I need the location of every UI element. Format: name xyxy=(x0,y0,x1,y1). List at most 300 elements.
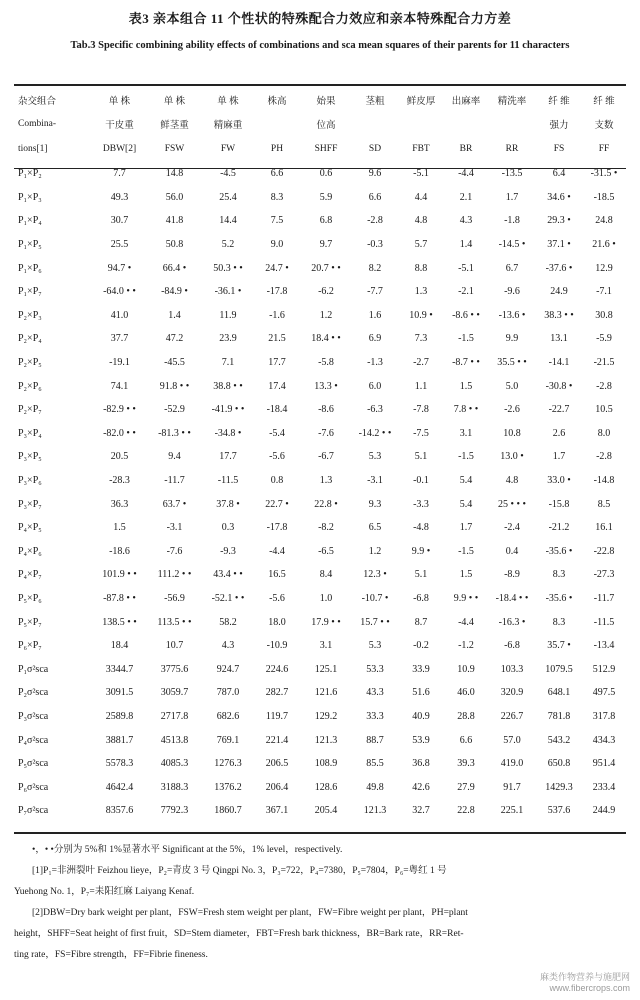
table-cell: 35.7 • xyxy=(547,640,571,652)
table-row xyxy=(14,398,626,422)
table-cell: 42.6 xyxy=(412,781,430,793)
header-row-cn-2 xyxy=(14,112,626,136)
table-cell: 6.8 xyxy=(319,215,333,227)
table-cell: 25.4 xyxy=(219,191,237,203)
table-cell: 2589.8 xyxy=(105,710,134,722)
table-cell: -11.5 xyxy=(593,616,615,628)
table-cell: -4.5 xyxy=(220,168,236,180)
combination-label: P₂σ²sca xyxy=(18,687,49,699)
table-cell: 1.3 xyxy=(319,475,333,487)
table-cell: 17.9 • • xyxy=(311,616,341,628)
table-cell: 8.7 xyxy=(414,616,428,628)
combination-label: P₂×P₇ xyxy=(18,404,42,416)
bottom-rule xyxy=(14,832,626,834)
table-cell: -5.9 xyxy=(596,333,612,345)
table-cell: -1.6 xyxy=(269,309,285,321)
sca-table xyxy=(14,88,626,823)
table-cell: -18.6 xyxy=(109,545,130,557)
table-cell: 8.8 xyxy=(414,262,428,274)
table-cell: -14.2 • • xyxy=(358,427,392,439)
table-cell: 221.4 xyxy=(265,734,289,746)
header-cell: 单 株 xyxy=(108,97,131,107)
table-cell: 648.1 xyxy=(547,687,571,699)
top-rule xyxy=(14,84,626,86)
table-cell: 233.4 xyxy=(592,781,616,793)
table-cell: 4513.8 xyxy=(160,734,189,746)
header-row-cn xyxy=(14,88,626,112)
table-cell: 22.7 • xyxy=(265,498,289,510)
table-cell: 111.2 • • xyxy=(157,569,192,581)
table-cell: -1.5 xyxy=(458,333,474,345)
header-cell: BR xyxy=(459,144,473,154)
table-cell: 8.2 xyxy=(368,262,382,274)
table-cell: 0.6 xyxy=(319,168,333,180)
table-cell: 17.7 xyxy=(268,357,286,369)
table-cell: -6.8 xyxy=(413,592,429,604)
table-cell: 1.7 xyxy=(459,522,473,534)
table-cell: 225.1 xyxy=(500,805,524,817)
table-cell: 53.9 xyxy=(412,734,430,746)
table-cell: 543.2 xyxy=(547,734,571,746)
table-cell: 1.4 xyxy=(168,309,181,321)
table-cell: -7.7 xyxy=(367,286,383,298)
table-cell: 9.3 xyxy=(368,498,382,510)
table-cell: 7.5 xyxy=(270,215,284,227)
table-cell: 50.8 xyxy=(165,239,184,251)
table-cell: 63.7 • xyxy=(162,498,187,510)
table-cell: 49.8 xyxy=(366,781,384,793)
header-row-en xyxy=(14,136,626,162)
table-cell: 1.5 xyxy=(459,380,473,392)
table-cell: 17.4 xyxy=(268,380,286,392)
table-cell: -1.2 xyxy=(458,640,474,652)
table-cell: 88.7 xyxy=(366,734,384,746)
table-cell: 317.8 xyxy=(592,710,616,722)
table-cell: 74.1 xyxy=(110,380,129,392)
combination-label: P₁×P₄ xyxy=(18,215,42,227)
table-cell: -5.1 xyxy=(413,168,429,180)
table-cell: 33.9 xyxy=(412,663,430,675)
table-row xyxy=(14,728,626,752)
table-cell: 497.5 xyxy=(592,687,616,699)
combination-label: P₅×P₇ xyxy=(18,616,42,628)
combination-label: P₄σ²sca xyxy=(18,734,49,746)
table-cell: 8.0 xyxy=(597,427,611,439)
table-cell: 1.2 xyxy=(368,545,382,557)
table-cell: -2.8 xyxy=(367,215,383,227)
table-cell: 5.4 xyxy=(459,498,473,510)
table-cell: -35.6 • xyxy=(545,592,573,604)
table-cell: 38.3 • • xyxy=(544,309,574,321)
table-cell: -2.7 xyxy=(413,357,429,369)
table-cell: 23.9 xyxy=(219,333,237,345)
table-cell: 1.5 xyxy=(459,569,473,581)
table-cell: 36.3 xyxy=(110,498,129,510)
header-cell: 精麻重 xyxy=(213,121,243,131)
table-cell: 206.4 xyxy=(265,781,289,793)
table-cell: -18.4 • • xyxy=(495,592,529,604)
header-cell: DBW[2] xyxy=(102,144,137,154)
table-cell: 18.4 xyxy=(110,640,129,652)
watermark-cn: 麻类作物营养与施肥网 xyxy=(539,972,630,982)
table-cell: 34.6 • xyxy=(547,191,571,203)
combination-label: P₁σ²sca xyxy=(18,663,49,675)
table-cell: 13.0 • xyxy=(500,451,524,463)
header-cell: Combina- xyxy=(18,119,56,129)
table-cell: 9.7 xyxy=(319,239,333,251)
table-cell: -5.1 xyxy=(458,262,474,274)
table-cell: 10.9 • xyxy=(409,309,433,321)
table-cell: 320.9 xyxy=(500,687,524,699)
header-cell: 位高 xyxy=(316,121,336,131)
table-cell: 5.3 xyxy=(368,451,382,463)
table-cell: 35.5 • • xyxy=(497,357,527,369)
table-cell: 24.7 • xyxy=(265,262,289,274)
table-cell: 5.3 xyxy=(368,640,382,652)
table-cell: -6.5 xyxy=(318,545,334,557)
header-cell: 茎粗 xyxy=(365,97,385,107)
table-cell: -27.3 xyxy=(593,569,615,581)
table-cell: -13.5 xyxy=(501,168,523,180)
table-cell: 0.4 xyxy=(505,545,519,557)
table-row xyxy=(14,209,626,233)
table-cell: -10.7 • xyxy=(361,592,389,604)
table-title-cn: 表3 亲本组合 11 个性状的特殊配合力效应和亲本特殊配合力方差 xyxy=(128,11,512,26)
table-cell: 47.2 xyxy=(165,333,184,345)
table-cell: -0.1 xyxy=(413,475,429,487)
table-cell: 37.7 xyxy=(110,333,129,345)
table-cell: 15.7 • • xyxy=(360,616,390,628)
table-cell: -0.3 xyxy=(367,239,383,251)
table-cell: 33.0 • xyxy=(547,475,571,487)
table-cell: 14.4 xyxy=(219,215,237,227)
table-cell: 24.8 xyxy=(595,215,613,227)
header-cell: RR xyxy=(505,144,519,154)
table-cell: 18.0 xyxy=(268,616,286,628)
header-cell xyxy=(488,112,536,136)
table-cell: 10.7 xyxy=(165,640,184,652)
table-cell: 57.0 xyxy=(503,734,521,746)
table-cell: 129.2 xyxy=(314,710,338,722)
table-cell: -19.1 xyxy=(109,357,130,369)
table-cell: 4.4 xyxy=(414,191,428,203)
table-cell: 9.9 xyxy=(505,333,519,345)
table-cell: 40.9 xyxy=(412,710,430,722)
table-cell: -14.5 • xyxy=(498,239,526,251)
table-cell: 128.6 xyxy=(314,781,338,793)
table-cell: -41.9 • • xyxy=(211,404,245,416)
table-cell: 4.3 xyxy=(221,640,235,652)
table-cell: 9.0 xyxy=(270,239,284,251)
table-row xyxy=(14,422,626,446)
table-cell: 85.5 xyxy=(366,758,384,770)
table-cell: -6.7 xyxy=(318,451,334,463)
table-cell: 101.9 • • xyxy=(102,569,137,581)
table-cell: 108.9 xyxy=(314,758,338,770)
table-cell: -2.6 xyxy=(504,404,520,416)
table-row xyxy=(14,162,626,186)
table-cell: -5.4 xyxy=(269,427,285,439)
note-abbreviations-cont: height，SHFF=Seat height of first fruit，SD=Stem diameter，FBT=Fresh bark thickness，BR=Bark rate，RR=Ret- xyxy=(14,929,464,939)
table-cell: -5.6 xyxy=(269,592,285,604)
table-cell: -22.8 xyxy=(593,545,615,557)
table-cell: 367.1 xyxy=(265,805,289,817)
table-cell: 0.3 xyxy=(221,522,235,534)
table-row xyxy=(14,540,626,564)
table-cell: 12.9 xyxy=(595,262,613,274)
table-cell: 924.7 xyxy=(216,663,240,675)
table-cell: 41.8 xyxy=(165,215,184,227)
table-cell: 121.3 xyxy=(314,734,338,746)
header-cell: 杂交组合 xyxy=(18,97,57,107)
table-row xyxy=(14,374,626,398)
table-cell: 6.6 xyxy=(368,191,382,203)
combination-label: P₁×P₇ xyxy=(18,286,42,298)
sca-table-body xyxy=(14,88,626,823)
table-cell: 53.3 xyxy=(366,663,384,675)
combination-label: P₁×P₆ xyxy=(18,262,42,274)
table-cell: 43.3 xyxy=(366,687,384,699)
table-cell: 7.1 xyxy=(221,357,235,369)
table-cell: -0.2 xyxy=(413,640,429,652)
table-cell: 7.3 xyxy=(414,333,428,345)
table-cell: 951.4 xyxy=(592,758,616,770)
table-cell: 10.5 xyxy=(595,404,613,416)
table-cell: -4.8 xyxy=(413,522,429,534)
table-cell: -1.8 xyxy=(504,215,520,227)
table-cell: 1.4 xyxy=(459,239,473,251)
table-cell: 205.4 xyxy=(314,805,338,817)
header-cell: FF xyxy=(598,144,610,154)
table-cell: 682.6 xyxy=(216,710,240,722)
table-cell: 3344.7 xyxy=(105,663,134,675)
table-cell: -8.9 xyxy=(504,569,520,581)
combination-label: P₅σ²sca xyxy=(18,758,49,770)
table-cell: -82.9 • • xyxy=(103,404,136,416)
table-cell: -1.5 xyxy=(458,451,474,463)
table-cell: 2717.8 xyxy=(160,710,189,722)
table-cell: 9.6 xyxy=(368,168,382,180)
table-cell: 1.7 xyxy=(505,191,519,203)
table-cell: 1.3 xyxy=(414,286,428,298)
table-cell: 25 • • • xyxy=(497,498,526,510)
table-cell: 17.7 xyxy=(219,451,237,463)
table-cell: 37.1 • xyxy=(547,239,571,251)
table-cell: -4.4 xyxy=(458,168,474,180)
table-row xyxy=(14,327,626,351)
table-cell: 3881.7 xyxy=(105,734,134,746)
table-cell: 8.4 xyxy=(319,569,333,581)
table-cell: -35.6 • xyxy=(545,545,573,557)
table-cell: -9.3 xyxy=(220,545,236,557)
table-cell: -10.9 xyxy=(266,640,288,652)
table-cell: 22.8 • xyxy=(314,498,338,510)
table-cell: 3059.7 xyxy=(160,687,189,699)
table-row xyxy=(14,799,626,823)
table-cell: 4.3 xyxy=(459,215,473,227)
table-cell: -6.3 xyxy=(367,404,383,416)
table-cell: 6.6 xyxy=(459,734,473,746)
table-cell: -64.0 • • xyxy=(103,286,136,298)
table-row xyxy=(14,233,626,257)
table-cell: 103.3 xyxy=(500,663,524,675)
table-cell: 27.9 xyxy=(457,781,475,793)
table-cell: -21.5 xyxy=(593,357,615,369)
table-cell: 8.3 xyxy=(552,616,566,628)
header-cell: 纤 维 xyxy=(548,97,570,107)
header-cell: FW xyxy=(220,144,236,154)
combination-label: P₅×P₆ xyxy=(18,592,42,604)
table-cell: 6.0 xyxy=(368,380,382,392)
table-cell: 119.7 xyxy=(265,710,289,722)
table-cell: 6.4 xyxy=(552,168,566,180)
header-cell: tions[1] xyxy=(18,144,48,154)
table-cell: 6.5 xyxy=(368,522,382,534)
table-cell: 5.0 xyxy=(505,380,519,392)
table-cell: 224.6 xyxy=(265,663,289,675)
table-cell: 9.9 • • xyxy=(453,592,479,604)
note-abbreviations: [2]DBW=Dry bark weight per plant，FSW=Fresh stem weight per plant，FW=Fibre weight per plant，PH=plant xyxy=(32,908,468,918)
table-cell: 282.7 xyxy=(265,687,289,699)
combination-label: P₆σ²sca xyxy=(18,781,49,793)
table-cell: -14.8 xyxy=(593,475,615,487)
table-cell: -17.8 xyxy=(266,522,288,534)
header-cell xyxy=(444,112,488,136)
table-cell: 7.8 • • xyxy=(453,404,479,416)
table-cell: 56.0 xyxy=(165,191,184,203)
table-cell: 94.7 • xyxy=(107,262,132,274)
table-cell: -7.8 xyxy=(413,404,429,416)
header-cell: 鲜茎重 xyxy=(160,121,189,131)
table-cell: 5.9 xyxy=(319,191,333,203)
table-cell: -11.7 xyxy=(593,592,615,604)
table-cell: 20.7 • • xyxy=(311,262,341,274)
watermark xyxy=(540,972,630,994)
table-cell: 18.4 • • xyxy=(311,333,341,345)
combination-label: P₁×P₃ xyxy=(18,191,42,203)
table-row xyxy=(14,657,626,681)
table-cell: 1.1 xyxy=(414,380,428,392)
table-cell: 3188.3 xyxy=(160,781,189,793)
table-cell: 1376.2 xyxy=(214,781,242,793)
table-cell: 41.0 xyxy=(110,309,129,321)
table-cell: 113.5 • • xyxy=(157,616,192,628)
table-cell: 1860.7 xyxy=(214,805,242,817)
table-cell: 1.2 xyxy=(319,309,333,321)
header-cell: 单 株 xyxy=(163,97,186,107)
header-cell: FS xyxy=(553,144,565,154)
table-cell: -8.7 • • xyxy=(452,357,480,369)
table-cell: -8.6 xyxy=(318,404,334,416)
table-cell: 66.4 • xyxy=(162,262,187,274)
table-cell: 6.9 xyxy=(368,333,382,345)
table-cell: -7.6 xyxy=(166,545,183,557)
table-cell: -7.5 xyxy=(413,427,429,439)
table-row xyxy=(14,492,626,516)
table-row xyxy=(14,304,626,328)
table-cell: -52.1 • • xyxy=(211,592,245,604)
table-cell: -7.1 xyxy=(596,286,612,298)
table-cell: 4.8 xyxy=(414,215,428,227)
table-cell: 28.8 xyxy=(457,710,475,722)
table-row xyxy=(14,634,626,658)
table-cell: 33.3 xyxy=(366,710,384,722)
header-cell: PH xyxy=(270,144,284,154)
table-cell: 3775.6 xyxy=(160,663,189,675)
table-cell: 537.6 xyxy=(547,805,571,817)
header-cell: SD xyxy=(368,144,382,154)
table-cell: -31.5 • xyxy=(590,168,618,180)
table-cell: 38.8 • • xyxy=(213,380,243,392)
table-row xyxy=(14,469,626,493)
combination-label: P₂×P₄ xyxy=(18,333,42,345)
table-row xyxy=(14,775,626,799)
note-significance: •，• •分别为 5%和 1%显著水平 Significant at the 5%，1% level，respectively. xyxy=(32,845,343,855)
table-cell: 3091.5 xyxy=(105,687,134,699)
table-cell: -13.4 xyxy=(593,640,615,652)
table-cell: 3.1 xyxy=(319,640,333,652)
table-cell: 4085.3 xyxy=(160,758,189,770)
combination-label: P₄×P₅ xyxy=(18,522,42,534)
table-cell: -36.1 • xyxy=(214,286,242,298)
table-cell: -5.8 xyxy=(318,357,334,369)
table-cell: 3.1 xyxy=(459,427,473,439)
table-cell: -52.9 xyxy=(164,404,185,416)
table-row xyxy=(14,256,626,280)
table-cell: 91.7 xyxy=(503,781,521,793)
table-cell: 43.4 • • xyxy=(213,569,243,581)
note-abbreviations-cont: ting rate，FS=Fibre strength，FF=Fibrie fineness. xyxy=(14,950,208,960)
table-row xyxy=(14,563,626,587)
combination-label: P₄×P₆ xyxy=(18,545,42,557)
table-cell: 6.7 xyxy=(505,262,519,274)
table-cell: -30.8 • xyxy=(545,380,573,392)
table-row xyxy=(14,610,626,634)
table-cell: -18.5 xyxy=(593,191,615,203)
table-cell: 9.4 xyxy=(168,451,181,463)
table-cell: -2.8 xyxy=(596,451,612,463)
table-cell: 50.3 • • xyxy=(213,262,243,274)
note-parents: [1]P₁=非洲裂叶 Feizhou lieye，P₂=青皮 3 号 Qingpi No. 3，P₃=722，P₄=7380，P₅=7804，P₆=粤红 1 号 xyxy=(32,866,447,876)
table-cell: -5.6 xyxy=(269,451,285,463)
table-cell: 5.7 xyxy=(414,239,428,251)
table-cell: -4.4 xyxy=(458,616,474,628)
table-cell: 21.6 • xyxy=(592,239,616,251)
table-cell: 39.3 xyxy=(457,758,475,770)
table-row xyxy=(14,186,626,210)
header-cell xyxy=(398,112,444,136)
table-cell: -8.6 • • xyxy=(452,309,480,321)
table-cell: 30.7 xyxy=(110,215,129,227)
table-cell: 5578.3 xyxy=(105,758,134,770)
table-cell: 1276.3 xyxy=(214,758,242,770)
table-cell: 32.7 xyxy=(412,805,430,817)
table-cell: -3.3 xyxy=(413,498,429,510)
table-cell: 8357.6 xyxy=(105,805,134,817)
combination-label: P₂×P₃ xyxy=(18,309,42,321)
combination-label: P₃×P₇ xyxy=(18,498,42,510)
table-cell: 1429.3 xyxy=(545,781,573,793)
table-row xyxy=(14,445,626,469)
table-row xyxy=(14,587,626,611)
table-cell: -28.3 xyxy=(109,475,130,487)
table-cell: 91.8 • • xyxy=(159,380,190,392)
table-cell: 1.0 xyxy=(319,592,333,604)
header-cell: 出麻率 xyxy=(451,97,481,107)
table-cell: -17.8 xyxy=(266,286,288,298)
table-cell: 226.7 xyxy=(500,710,524,722)
header-cell: 精洗率 xyxy=(497,97,527,107)
